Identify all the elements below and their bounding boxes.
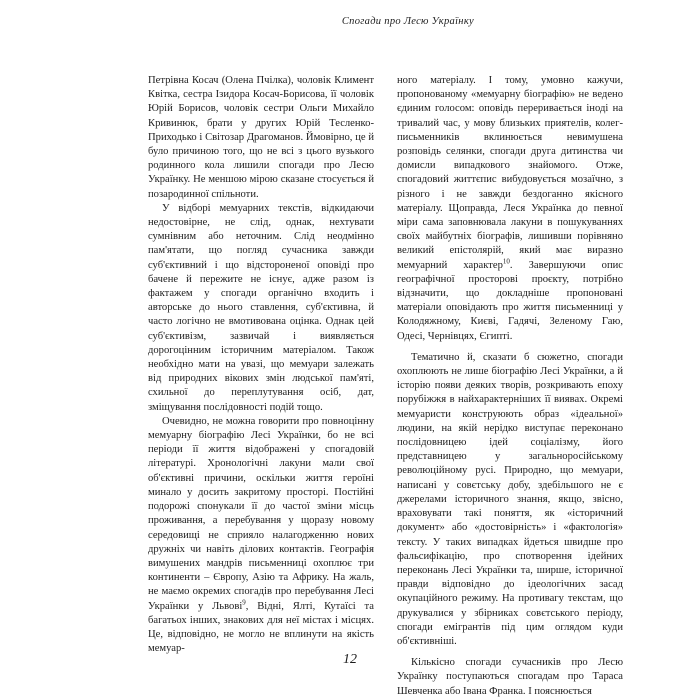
right-paragraph-1-text-a: ного матеріалу. І тому, умовно кажучи, пропонованому «мемуарну біографію» не ведено єдиним голосом: оповідь переривається іноді на тривалий час, у мову близьких приятелів, колег-письменників вклинюється невимушена розповідь селянки, спогади друга дитинства чи домисли випадкового знайомого. Отже, спогадовий життєпис вибудовується мозаїчно, з різного і не завжди бездоганно якісного матеріалу. Щоправда, Леся Українка до певної міри сама заповнювала лакуни в пошукуваннях своїх майбутніх біографів, лишивши порівняно великий епістолярій, який має виразно мемуарний характер bbox=[397, 75, 623, 271]
left-paragraph-3-text-b: , Відні, Ялті, Кутаїсі та багатьох інших, знакових для неї містах і місцях. Це, відповідно, не могло не вплинути на якість мемуар- bbox=[148, 600, 374, 655]
page-number: 12 bbox=[343, 652, 357, 667]
right-column bbox=[397, 74, 623, 699]
left-paragraph-2: У відборі мемуарних текстів, відкидаючи недостовірне, не слід, однак, нехтувати сумнівним або неточним. Слід неодмінно пам'ятати, що погляд сучасника завжди суб'єктивний і що відстороненої оповіді про бачене й пережите не існує, адже разом із фактажем у спогади органічно входить і авторське до нього ставлення, суб'єктивна, й часто логічно не вмотивована оцінка. Однак цей суб'єктивізм, зазвичай і виявляється дорогоцінним історичним матеріалом. Також необхідно мати на увазі, що мемуари залежать від природних вікових змін людської пам'яті, схильної до переплутування осіб, дат, зміщування послідовності подій тощо. bbox=[148, 202, 374, 413]
left-paragraph-3-text-a: Очевидно, не можна говорити про повноцінну мемуарну біографію Лесі Українки, бо не всі періоди її життя відображені у спогадовій літературі. Хронологічні лакуни мали свої об'єктивні причини, оскільки життя героїні минало у досить закритому просторі. Постійні подорожі спонукали її до частої зміни місць проживання, а перебування у щоразу новому середовищі не сприяло налагодженню нових дружніх чи навіть ділових контактів. Географія вимушених мандрів письменниці охоплює три континенти – Європу, Азію та Африку. На жаль, не маємо окремих спогадів про перебування Лесі Українки у Львові bbox=[148, 415, 374, 612]
right-paragraph-1 bbox=[397, 74, 623, 344]
left-paragraph-3 bbox=[148, 415, 374, 656]
left-paragraph-1: Петрівна Косач (Олена Пчілка), чоловік Климент Квітка, сестра Ізидора Косач-Борисова, її чоловік Юрій Борисов, чоловік сестри Ольги Михайло Кривинюк, брати у других Юрій Тесленко-Приходько і Світозар Драгоманов. Ймовірно, це й було причиною того, що не всі з цього вузького родинного кола лишили спогади про Лесю Українку. Не меншою мірою сказане стосується й позародинної спільноти. bbox=[148, 75, 374, 200]
running-header: Спогади про Лесю Українку bbox=[341, 16, 474, 27]
right-paragraph-2: Тематично й, сказати б сюжетно, спогади охоплюють не лише біографію Лесі Українки, а й історію появи деяких творів, розкривають епоху порубіжжя в найхарактерніших її виявах. Окремі мемуаристи конструюють образ «ідеальної» людини, на якій нерідко виступає переконано послідовницею ідей соціалізму, його представницею у загальноросійському революційному русі. Природно, що мемуари, написані у совєтську добу, здебільшого не є джерелами історичного знання, якщо, звісно, враховувати такі поняття, як «історичний документ» або «достовірність» і «фактологія» тексту. У таких випадках йдеться швидше про фальсифікацію, про спотворення ідейних переконань Лесі Українки та, ширше, історичної правди відповідно до ідеологічних засад окупаційного режиму. На противагу текстам, що друкувалися у збірниках совєтського періоду, спогади емігрантів під цим оглядом куди об'єктивніші. bbox=[397, 351, 623, 647]
footnote-ref-9: 9 bbox=[242, 597, 246, 606]
right-paragraph-3: Кількісно спогади сучасників про Лесю Українку поступаються спогадам про Тараса Шевченка або Івана Франка. І пояснюється bbox=[397, 657, 623, 697]
left-column bbox=[148, 74, 374, 656]
right-paragraph-1-text-b: . Завершуючи опис географічної просторові проєкту, потрібно відзначити, що докладніше пропоновані матеріали оповідають про життя письменниці у Колодяжному, Києві, Гадячі, Зеленому Гаю, Одесі, Чернівцях, Єгипті. bbox=[397, 259, 623, 342]
footnote-ref-10: 10 bbox=[502, 257, 510, 266]
